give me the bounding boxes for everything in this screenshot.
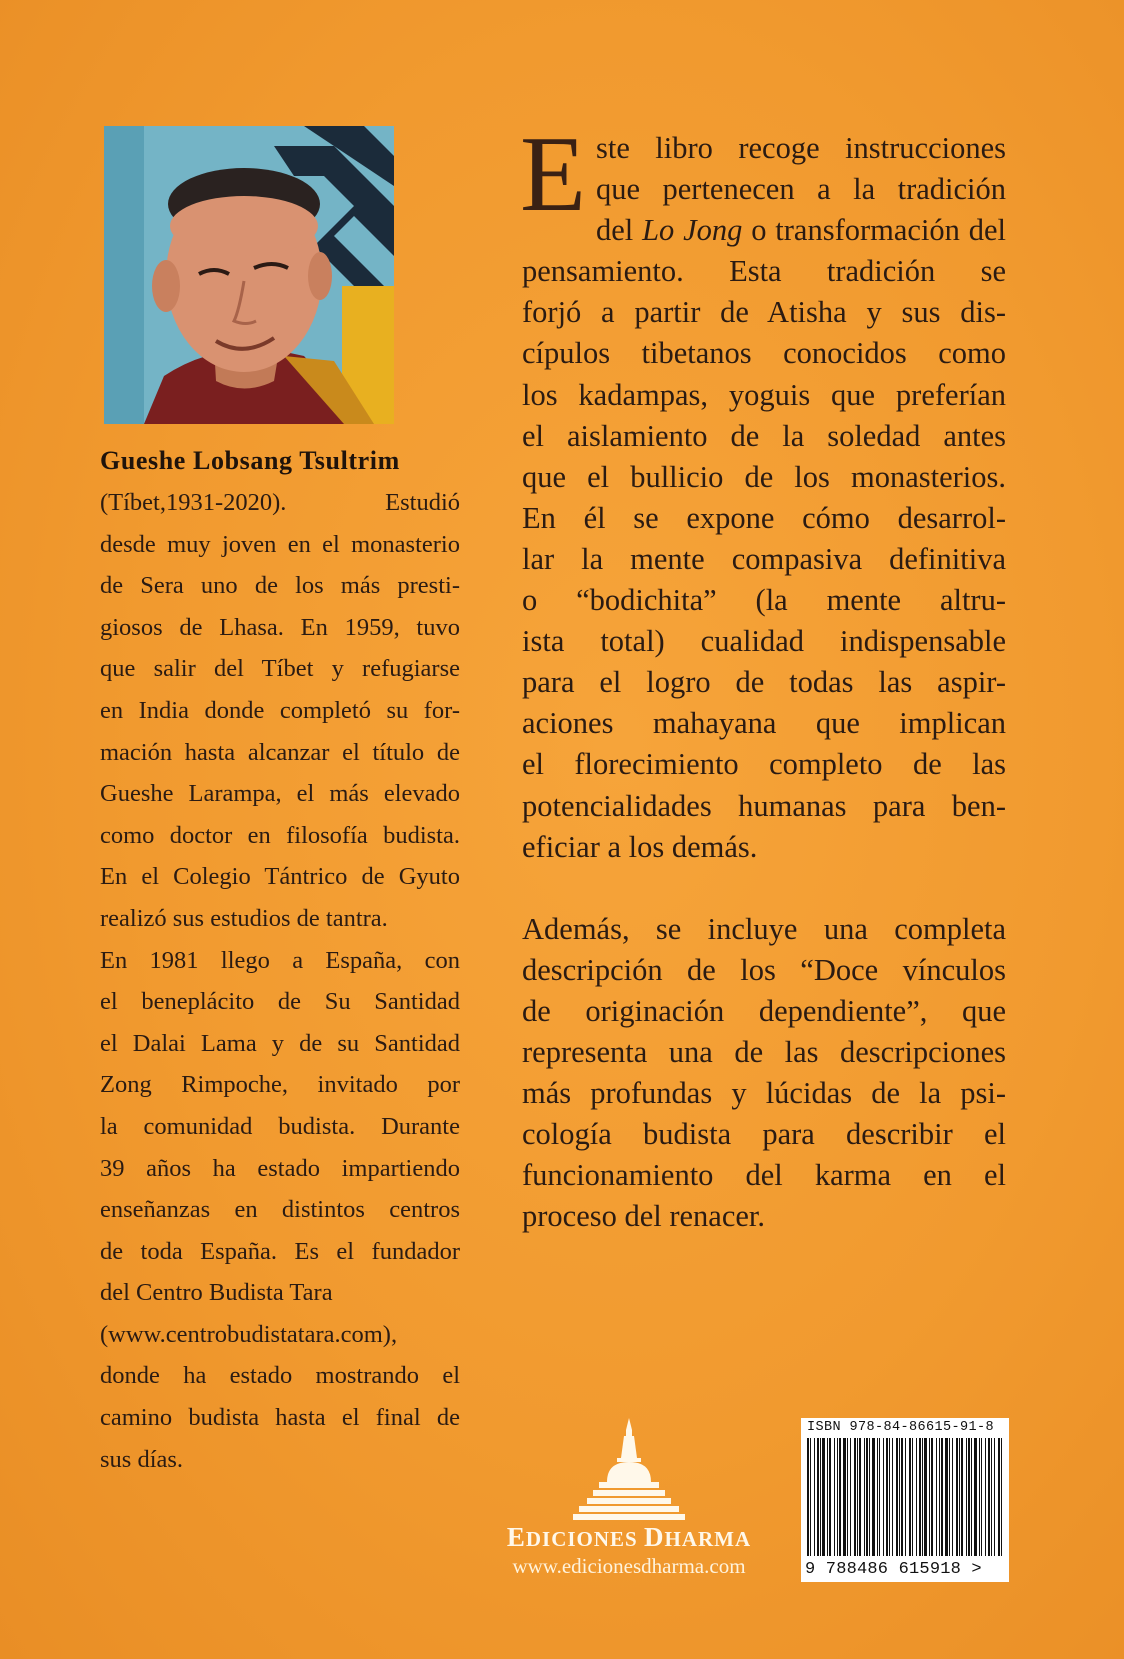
description-line: En él se expone cómo desarrol- — [522, 500, 1006, 535]
barcode-bar — [889, 1438, 890, 1556]
bio-line: Zong Rimpoche, invitado por — [100, 1071, 460, 1099]
barcode-bar — [892, 1438, 893, 1556]
barcode-bar — [886, 1438, 888, 1556]
bio-line: (Tíbet,1931-2020). Estudió — [100, 489, 460, 516]
description-line: eficiar a los demás. — [522, 829, 758, 864]
description-line: ista total) cualidad indispensable — [522, 624, 1006, 659]
barcode-bar — [879, 1438, 880, 1556]
description-line: más profundas y lúcidas de la psi- — [522, 1076, 1006, 1111]
barcode-bar — [956, 1438, 958, 1556]
barcode-bar — [939, 1438, 940, 1556]
publisher-initial: E — [506, 1522, 526, 1552]
lo-jong-italic: Lo Jong — [642, 213, 743, 248]
barcode-bar — [817, 1438, 819, 1556]
publisher-initial: D — [643, 1522, 665, 1552]
barcode-bar — [981, 1438, 982, 1556]
isbn-barcode — [801, 1418, 1009, 1582]
barcode-bar — [872, 1438, 875, 1556]
barcode-bar — [979, 1438, 980, 1556]
barcode-bar — [974, 1438, 977, 1556]
bio-line: el beneplácito de Su Santidad — [100, 988, 460, 1016]
description-line: de originación dependiente”, que — [522, 993, 1006, 1028]
bio-line: que salir del Tíbet y refugiarse — [100, 655, 460, 683]
barcode-bar — [941, 1438, 943, 1556]
publisher-name — [494, 1522, 764, 1554]
barcode-bar — [912, 1438, 913, 1556]
bio-line: donde ha estado mostrando el — [100, 1362, 460, 1390]
barcode-bar — [936, 1438, 937, 1556]
description-line: el aislamiento de la soledad antes — [522, 418, 1006, 453]
description-line: funcionamiento del karma en el — [522, 1158, 1006, 1193]
barcode-bar — [843, 1438, 846, 1556]
drop-cap: E — [520, 115, 586, 234]
isbn-label: ISBN 978-84-86615-91-8 — [807, 1420, 995, 1435]
bio-line: (www.centrobudistatara.com), — [100, 1320, 398, 1348]
publisher-logo — [494, 1418, 764, 1588]
bio-line: de Sera uno de los más presti- — [100, 572, 460, 600]
barcode-bar — [919, 1438, 921, 1556]
barcode-bar — [1001, 1438, 1002, 1556]
barcode-bar — [945, 1438, 948, 1556]
barcode-bar — [929, 1438, 930, 1556]
barcode-bar — [834, 1438, 835, 1556]
description-line: Además, se incluye una completa — [522, 911, 1006, 946]
author-photo — [104, 126, 394, 424]
barcode-bar — [988, 1438, 990, 1556]
bio-line: En 1981 llego a España, con — [100, 946, 460, 974]
barcode-bar — [959, 1438, 960, 1556]
description-line: que el bullicio de los monasterios. — [522, 459, 1006, 494]
description-line: representa una de las descripciones — [522, 1034, 1006, 1069]
barcode-bar — [869, 1438, 870, 1556]
author-name: Gueshe Lobsang Tsultrim — [100, 446, 400, 475]
barcode-bar — [807, 1438, 809, 1556]
bio-line: de toda España. Es el fundador — [100, 1237, 460, 1265]
description-line: el florecimiento completo de las — [522, 747, 1006, 782]
description-line: potencialidades humanas para ben- — [522, 788, 1006, 823]
bio-line: Gueshe Larampa, el más elevado — [100, 780, 460, 808]
description-line: los kadampas, yoguis que preferían — [522, 377, 1006, 412]
bio-line: giosos de Lhasa. En 1959, tuvo — [100, 613, 460, 641]
bio-line: como doctor en filosofía budista. — [100, 821, 460, 849]
bio-line: sus días. — [100, 1445, 184, 1473]
description-line: ste libro recoge instrucciones — [595, 131, 1006, 165]
description-text: del — [595, 213, 643, 248]
bio-line: desde muy joven en el monasterio — [100, 530, 460, 558]
barcode-bar — [949, 1438, 950, 1556]
barcode-bar — [922, 1438, 923, 1556]
barcode-bar — [896, 1438, 898, 1556]
description-line: que pertenecen a la tradición — [595, 172, 1006, 207]
barcode-bar — [971, 1438, 972, 1556]
book-description — [520, 115, 1007, 1237]
bio-line: En el Colegio Tántrico de Gyuto — [100, 863, 460, 891]
author-bio — [100, 440, 460, 1480]
barcode-bar — [931, 1438, 933, 1556]
barcode-bars-icon — [807, 1438, 1003, 1558]
description-line: forjó a partir de Atisha y sus dis- — [522, 295, 1006, 330]
publisher-name-part: HARMA — [664, 1527, 752, 1551]
barcode-bar — [810, 1438, 811, 1556]
barcode-bar — [850, 1438, 851, 1556]
stupa-icon — [569, 1418, 689, 1520]
barcode-bar — [968, 1438, 970, 1556]
description-line: cípulos tibetanos conocidos como — [522, 336, 1006, 371]
bio-line: realizó sus estudios de tantra. — [100, 904, 388, 932]
bio-line: del Centro Budista Tara — [100, 1279, 333, 1307]
barcode-bar — [994, 1438, 995, 1556]
barcode-bar — [883, 1438, 884, 1556]
description-line: pensamiento. Esta tradición se — [522, 254, 1006, 289]
barcode-bar — [901, 1438, 903, 1556]
description-text: o transformación del — [742, 213, 1007, 248]
barcode-bar — [916, 1438, 917, 1556]
description-line: cología budista para describir el — [522, 1117, 1006, 1152]
description-line: o “bodichita” (la mente altru- — [522, 583, 1006, 618]
barcode-bar — [905, 1438, 906, 1556]
barcode-bar — [857, 1438, 858, 1556]
bio-line: enseñanzas en distintos centros — [100, 1196, 460, 1224]
barcode-bar — [864, 1438, 865, 1556]
barcode-bar — [837, 1438, 838, 1556]
bio-line: en India donde completó su for- — [100, 696, 460, 724]
description-line: lar la mente compasiva definitiva — [522, 541, 1006, 576]
barcode-bar — [820, 1438, 821, 1556]
barcode-bar — [827, 1438, 828, 1556]
barcode-digits: 9 788486 615918 > — [805, 1560, 982, 1579]
bio-line: mación hasta alcanzar el título de — [100, 738, 460, 766]
barcode-bar — [909, 1438, 911, 1556]
barcode-bar — [866, 1438, 868, 1556]
barcode-bar — [952, 1438, 953, 1556]
barcode-bar — [839, 1438, 841, 1556]
barcode-bar — [847, 1438, 848, 1556]
barcode-bar — [859, 1438, 861, 1556]
bio-line: camino budista hasta el final de — [100, 1404, 460, 1432]
barcode-bar — [998, 1438, 1000, 1556]
barcode-bar — [966, 1438, 967, 1556]
barcode-bar — [829, 1438, 831, 1556]
barcode-bar — [961, 1438, 963, 1556]
barcode-bar — [924, 1438, 927, 1556]
barcode-bar — [877, 1438, 878, 1556]
bio-line: 39 años ha estado impartiendo — [100, 1154, 460, 1182]
publisher-url[interactable]: www.edicionesdharma.com — [512, 1554, 746, 1578]
barcode-bar — [985, 1438, 986, 1556]
barcode-bar — [822, 1438, 825, 1556]
bio-line: la comunidad budista. Durante — [100, 1112, 460, 1140]
barcode-bar — [854, 1438, 856, 1556]
description-line: aciones mahayana que implican — [522, 706, 1006, 741]
description-paragraph-2 — [522, 909, 1006, 1238]
description-line: para el logro de todas las aspir- — [522, 665, 1006, 700]
description-line: descripción de los “Doce vínculos — [522, 952, 1006, 987]
description-line — [522, 210, 1006, 251]
barcode-bar — [899, 1438, 900, 1556]
description-line: proceso del renacer. — [522, 1199, 766, 1234]
bio-line: el Dalai Lama y de su Santidad — [100, 1029, 460, 1057]
publisher-name-part: DICIONES — [525, 1527, 644, 1551]
barcode-bar — [814, 1438, 815, 1556]
barcode-bar — [991, 1438, 992, 1556]
